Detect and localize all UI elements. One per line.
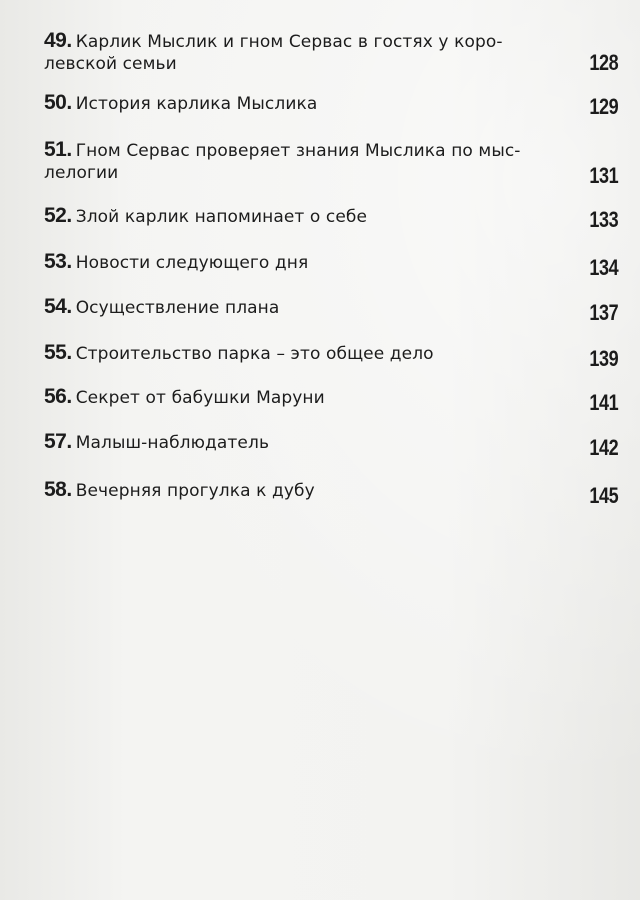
toc-entry-number: 49. [44, 29, 72, 52]
toc-entry-page-number: 142 [589, 435, 618, 460]
toc-entry-page-number: 139 [589, 346, 618, 371]
toc-entry-title-line2: левской семьи [44, 54, 177, 74]
toc-entry-title-line1: Новости следующего дня [75, 253, 309, 273]
toc-entry-title-line1: Злой карлик напоминает о себе [75, 207, 368, 227]
toc-entry-page-number: 137 [589, 300, 618, 325]
toc-entry-title-line1: Секрет от бабушки Маруни [75, 388, 325, 408]
toc-entry-51 [44, 139, 624, 189]
toc-entry-50 [44, 92, 624, 122]
toc-entry-number: 53. [44, 250, 72, 273]
toc-entry-number: 51. [44, 138, 72, 161]
toc-entry-58 [44, 479, 624, 509]
toc-entry-title-line1: Малыш-наблюдатель [75, 433, 270, 453]
toc-entry-page-number: 129 [589, 94, 618, 119]
toc-entry-number: 58. [44, 478, 72, 501]
toc-entry-title-line2: лелогии [44, 163, 119, 183]
toc-entry-56 [44, 386, 624, 416]
toc-entry-title [44, 342, 564, 365]
toc-entry-page-number: 131 [589, 163, 618, 188]
toc-entry-53 [44, 251, 624, 281]
toc-entry-title-line1: Карлик Мыслик и гном Сервас в гостях у коро- [75, 32, 503, 52]
toc-entry-57 [44, 431, 624, 461]
toc-entry-title [44, 205, 564, 228]
toc-entry-number: 54. [44, 295, 72, 318]
toc-entry-page-number: 145 [589, 483, 618, 508]
toc-entry-title-line1: История карлика Мыслика [75, 94, 318, 114]
toc-entry-title-line1: Вечерняя прогулка к дубу [75, 481, 315, 501]
toc-entry-title-line1: Строительство парка – это общее дело [75, 344, 434, 364]
toc-entry-title-line1: Осуществление плана [75, 298, 280, 318]
toc-entry-title [44, 139, 564, 162]
toc-entry-55 [44, 342, 624, 372]
toc-entry-title [44, 92, 564, 115]
toc-entry-title [44, 251, 564, 274]
toc-entry-54 [44, 296, 624, 326]
toc-entry-title [44, 479, 564, 502]
toc-entry-page-number: 128 [589, 50, 618, 75]
toc-entry-title [44, 386, 564, 409]
toc-entry-title [44, 30, 564, 53]
toc-entry-52 [44, 205, 624, 235]
toc-entry-title-line1: Гном Сервас проверяет знания Мыслика по мыс- [75, 141, 521, 161]
toc-entry-page-number: 133 [589, 207, 618, 232]
toc-entry-number: 55. [44, 341, 72, 364]
toc-entry-number: 52. [44, 204, 72, 227]
toc-entry-number: 50. [44, 91, 72, 114]
toc-entry-number: 57. [44, 430, 72, 453]
toc-entry-page-number: 134 [589, 255, 618, 280]
toc-entry-title [44, 296, 564, 319]
toc-entry-number: 56. [44, 385, 72, 408]
toc-entry-page-number: 141 [589, 390, 618, 415]
toc-entry-49 [44, 30, 624, 80]
toc-entry-title [44, 431, 564, 454]
